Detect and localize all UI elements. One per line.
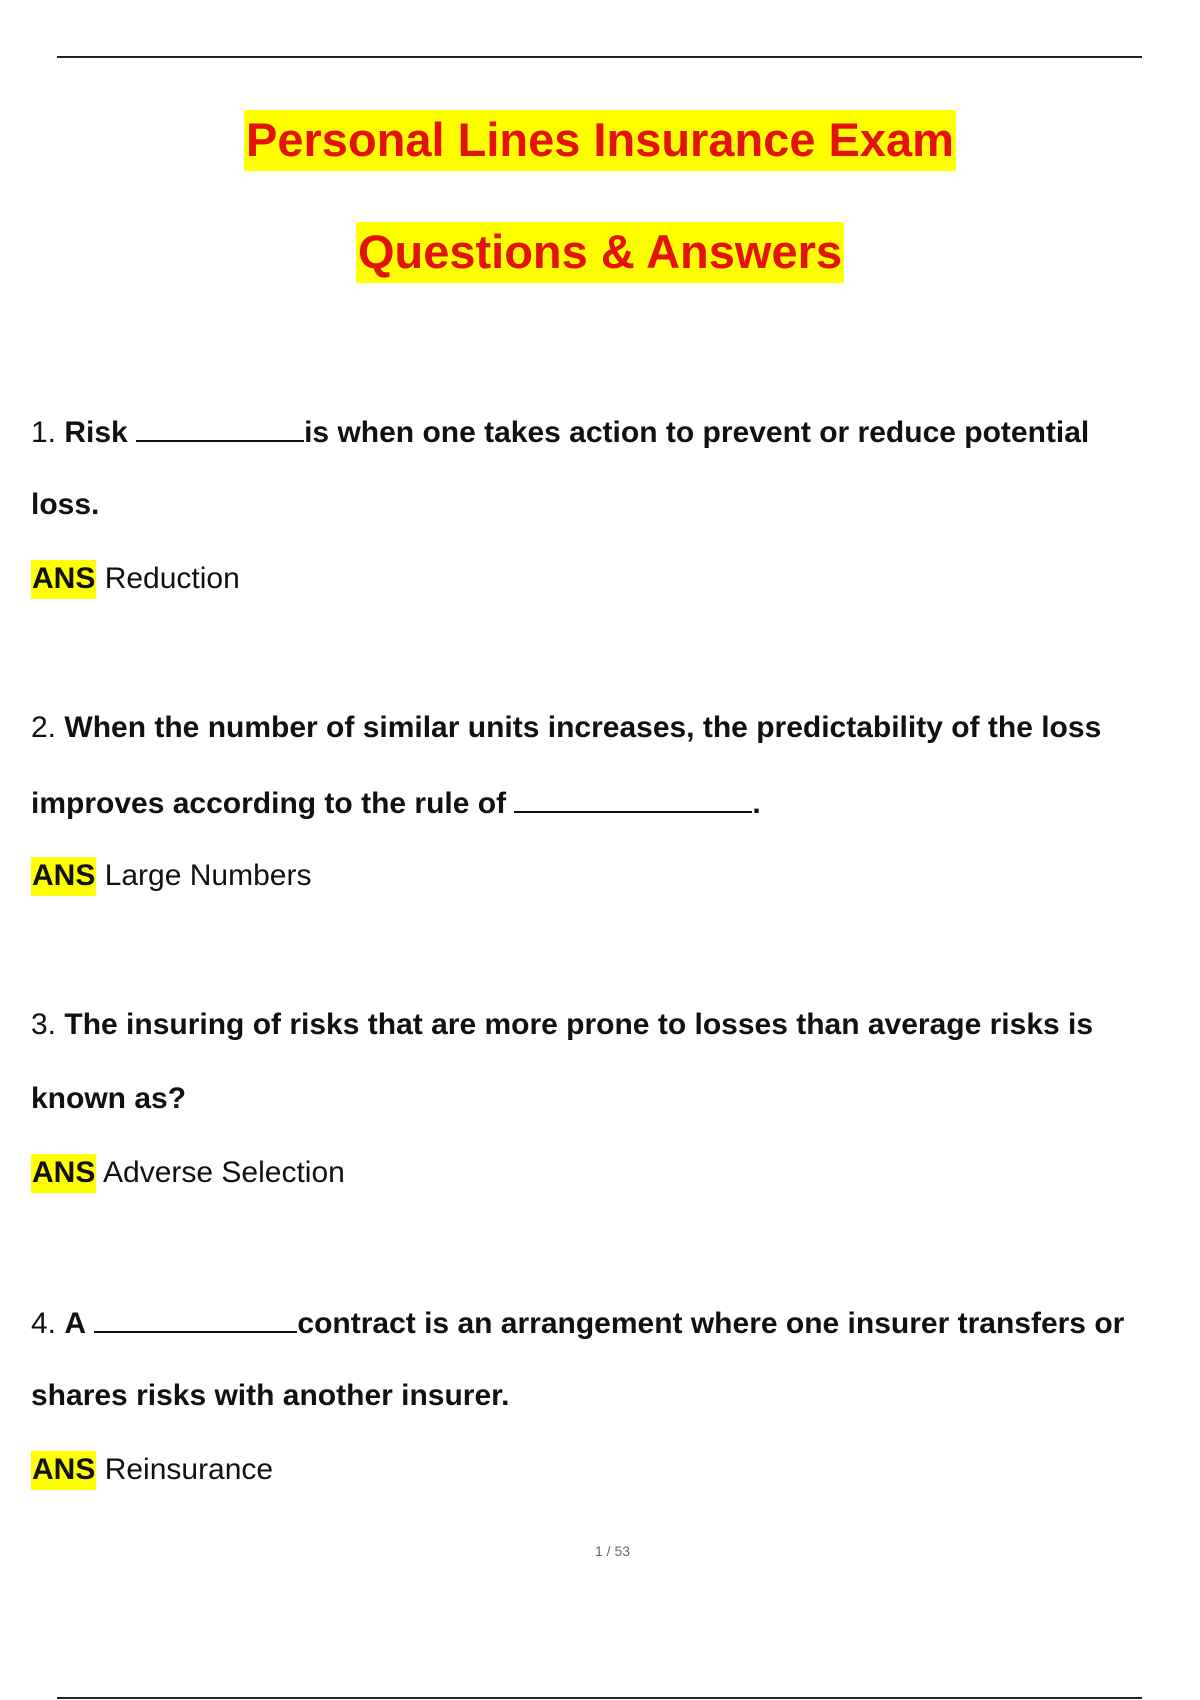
question-3-line1: 3. The insuring of risks that are more prone to losses than average risks is xyxy=(31,1008,1094,1041)
doc-title-line1: Personal Lines Insurance Exam xyxy=(0,116,1200,163)
fill-blank xyxy=(514,787,752,813)
top-rule xyxy=(57,56,1142,58)
answer-2: ANS Large Numbers xyxy=(31,861,311,891)
fill-blank xyxy=(136,416,304,442)
bottom-rule xyxy=(57,1697,1142,1699)
answer-1: ANS Reduction xyxy=(31,564,240,594)
answer-3: ANS Adverse Selection xyxy=(31,1158,345,1188)
page-indicator: 1 / 53 xyxy=(594,1543,631,1559)
question-3-line2: known as? xyxy=(31,1082,187,1115)
question-4-line2: shares risks with another insurer. xyxy=(31,1379,510,1412)
answer-4: ANS Reinsurance xyxy=(31,1455,273,1485)
question-2-line2: improves according to the rule of . xyxy=(31,787,761,820)
doc-title-line2: Questions & Answers xyxy=(0,228,1200,275)
question-4-line1: 4. A contract is an arrangement where one insurer transfers or xyxy=(31,1307,1125,1340)
question-1-line2: loss. xyxy=(31,488,100,521)
question-1-line1: 1. Risk is when one takes action to prevent or reduce potential xyxy=(31,416,1090,449)
fill-blank xyxy=(94,1307,297,1333)
question-2-line1: 2. When the number of similar units increases, the predictability of the loss xyxy=(31,711,1102,744)
